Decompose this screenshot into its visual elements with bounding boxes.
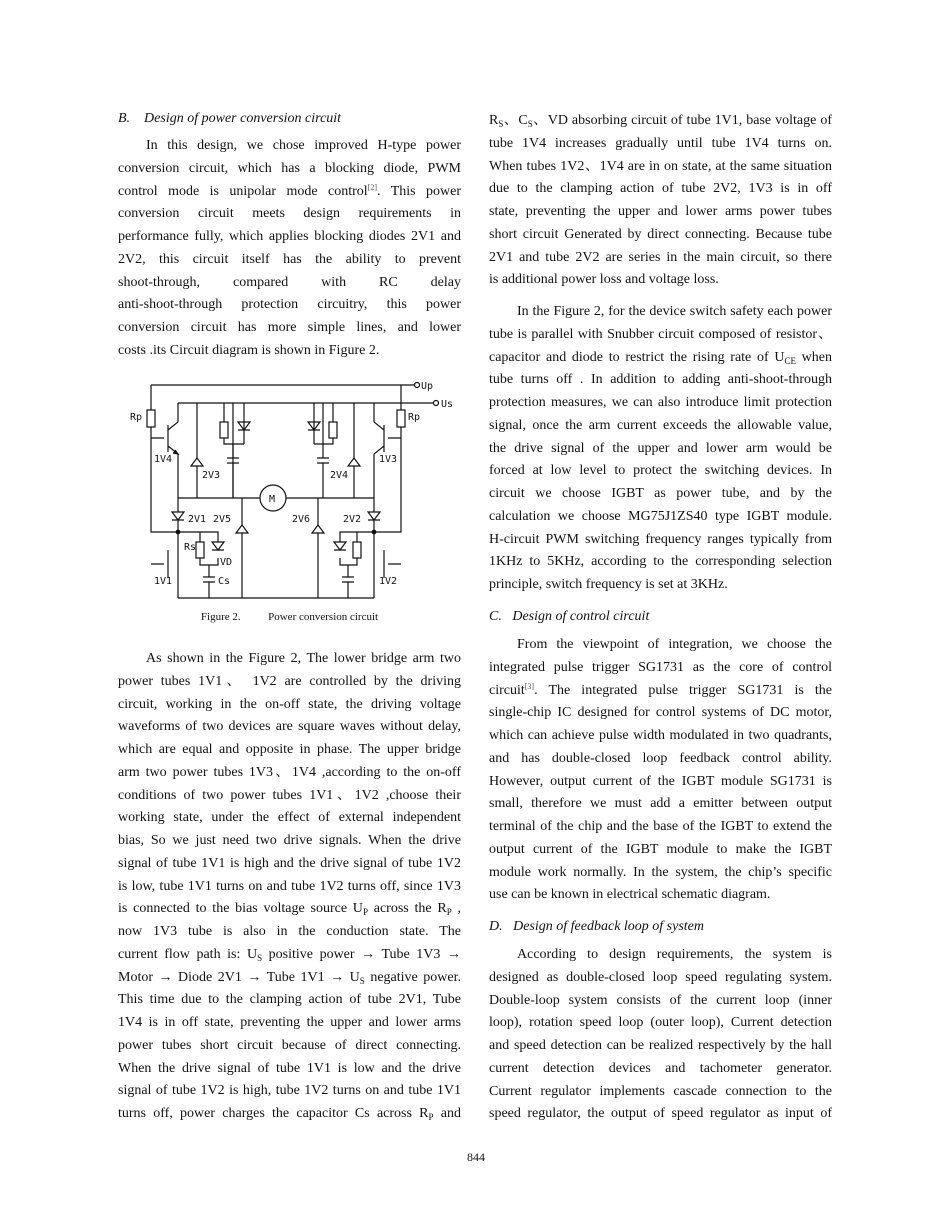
text-line: which can achieve pulse width modulated in two quadrants,: [489, 728, 832, 743]
circuit-diagram-figure: [118, 370, 468, 610]
text-line: and has double-closed loop feedback control ability.: [489, 750, 832, 766]
subscript: P: [362, 907, 368, 918]
text-line: short circuit Generated by direct connecting. Because tube: [489, 226, 832, 242]
text-line: [118, 967, 461, 990]
text-line: designed as double-closed loop speed regulating system.: [489, 969, 832, 985]
text-line: is additional power loss and voltage loss.: [489, 272, 719, 288]
section-heading-b: B. Design of power conversion circuit: [118, 111, 342, 126]
text-line: 1V4 is in off state, preventing the upper and lower arms: [118, 1015, 461, 1030]
text-line: However, output current of the IGBT module SG1731 is: [489, 773, 832, 789]
text-segment: is connected to the bias voltage source U: [118, 901, 363, 917]
text-line: [489, 347, 832, 370]
text-line: protection measures, we can also introduce limit protection: [489, 395, 832, 410]
paragraph: [489, 634, 832, 907]
section-heading-c: C. Design of control circuit: [489, 609, 650, 624]
text-line: signal, once the arm current exceeds the allowable value,: [489, 417, 832, 433]
text-line: waveforms of two devices are square waves without delay,: [118, 719, 461, 735]
text-line: [118, 898, 461, 921]
text-segment: control mode is unipolar mode control: [118, 183, 368, 199]
text-line: integrated pulse trigger SG1731 as the core of control: [489, 659, 832, 675]
text-line: This time due to the clamping action of tube 2V1, Tube: [118, 992, 461, 1008]
subscript: P: [446, 907, 452, 918]
text-line: [118, 1103, 461, 1126]
text-line: According to design requirements, the system is: [517, 947, 832, 962]
label-rs: Rs: [184, 542, 197, 553]
label-rp-left: Rp: [130, 412, 143, 423]
label-2v6: 2V6: [292, 514, 311, 525]
label-1v2: 1V2: [379, 576, 398, 587]
text-segment: capacitor and diode to restrict the rising rate of U: [489, 349, 785, 365]
text-line: signal of tube 1V2 is high, tube 1V2 turns on and tube 1V1: [118, 1083, 461, 1099]
label-2v4: 2V4: [330, 470, 349, 481]
text-line: signal of tube 1V1 is high and the drive signal of tube 1V2: [118, 855, 461, 871]
page-number: 844: [467, 1150, 485, 1164]
text-line: module work normally. In the system, the chip’s specific: [489, 864, 832, 880]
power-conversion-circuit-diagram: [118, 370, 468, 605]
text-line: [118, 181, 461, 204]
text-line: power tubes short circuit because of direct connecting.: [118, 1037, 461, 1053]
text-line: terminal of the chip and the base of the IGBT to extend the: [489, 819, 832, 834]
text-line: performance fully, which applies blocking diodes 2V1 and: [118, 229, 461, 244]
text-line: 2V2, this circuit itself has the ability to prevent: [118, 251, 461, 267]
text-segment: circuit: [489, 682, 525, 698]
label-1v4: 1V4: [154, 454, 173, 465]
text-line: As shown in the Figure 2, The lower bridge arm two: [146, 651, 461, 666]
text-line: forced at low level to protect the switching devices. In: [489, 463, 832, 479]
text-segment: 、C: [503, 113, 528, 128]
label-2v1: 2V1: [188, 514, 207, 525]
text-segment: ,: [451, 901, 462, 917]
paragraph: [489, 110, 832, 292]
text-line: which are equal and opposite in phase. The upper bridge: [118, 742, 461, 757]
text-line: and speed detection can be realized respectively by the hall: [489, 1038, 832, 1053]
text-line: circuit, working in the on-off state, the driving voltage: [118, 696, 461, 712]
label-1v3: 1V3: [379, 454, 398, 465]
label-up: Up: [421, 381, 434, 392]
text-line: bias, So we just need two drive signals. When the drive: [118, 833, 461, 848]
text-segment: R: [489, 113, 499, 128]
subscript: S: [527, 119, 533, 129]
text-line: working state, under the effect of external independent: [118, 810, 461, 826]
text-line: use can be known in electrical schematic diagram.: [489, 887, 771, 903]
text-line: due to the clamping action of tube 2V2, 1V3 is in off: [489, 181, 832, 197]
text-line: now 1V3 tube is also in the conduction state. The: [118, 924, 461, 939]
text-line: [489, 110, 832, 133]
text-line: speed regulator, the output of speed regulator as input of: [489, 1106, 832, 1122]
text-line: output current of the IGBT module to make the IGBT: [489, 841, 832, 857]
paragraph: [118, 135, 461, 363]
text-segment: positive power → Tube 1V3 →: [262, 946, 461, 962]
label-2v2: 2V2: [343, 514, 362, 525]
text-line: loop), rotation speed loop (outer loop), Current detection: [489, 1015, 832, 1031]
label-2v5: 2V5: [213, 514, 232, 525]
label-rp-right: Rp: [408, 412, 421, 423]
text-line: conversion circuit, which has a blocking diode, PWM: [118, 160, 461, 176]
paragraph: [118, 648, 461, 1126]
text-line: From the viewpoint of integration, we choose the: [517, 637, 832, 652]
text-line: tube is parallel with Snubber circuit composed of resistor、: [489, 326, 832, 342]
section-heading-d: D. Design of feedback loop of system: [489, 919, 705, 934]
text-segment: . This power: [377, 183, 462, 199]
text-segment: across the R: [367, 901, 447, 917]
text-segment: 、VD absorbing circuit of tube 1V1, base voltage of: [532, 113, 832, 128]
motor-label: M: [269, 494, 276, 505]
text-line: Current regulator implements cascade connection to the: [489, 1083, 832, 1099]
text-line: 1KHz to 5KHz, according to the corresponding selection: [489, 554, 832, 570]
text-line: small, therefore we must add a emitter between output: [489, 796, 832, 812]
subscript: S: [498, 119, 504, 129]
label-cs: Cs: [218, 576, 231, 587]
text-segment: negative power.: [364, 969, 461, 985]
text-line: conversion circuit meets design requirements in: [118, 206, 461, 222]
text-line: conditions of two power tubes 1V1、1V2 ,choose their: [118, 787, 461, 803]
subscript: S: [257, 952, 263, 963]
text-segment: when: [795, 349, 832, 365]
text-line: circuit we choose IGBT as power tube, and by the: [489, 486, 832, 501]
text-segment: . The integrated pulse trigger SG1731 is the: [534, 682, 832, 698]
figure-caption: Figure 2. Power conversion circuit: [200, 611, 379, 623]
text-line: In this design, we chose improved H-type power: [146, 138, 461, 153]
text-line: single-chip IC designed for control systems of DC motor,: [489, 705, 832, 721]
text-line: current detection devices and tachometer generator.: [489, 1060, 832, 1076]
text-segment: turns off, power charges the capacitor Cs across R: [118, 1106, 429, 1121]
subscript: P: [428, 1112, 434, 1122]
text-line: is low, tube 1V1 turns on and tube 1V2 turns off, since 1V3: [118, 878, 461, 894]
text-line: In the Figure 2, for the device switch safety each power: [517, 304, 832, 319]
text-line: Double-loop system consists of the current loop (inner: [489, 992, 832, 1008]
text-line: conversion circuit has more simple lines, and lower: [118, 320, 461, 335]
text-line: H-circuit PWM switching frequency ranges typically from: [489, 531, 832, 547]
text-line: power tubes 1V1、 1V2 are controlled by the driving: [118, 673, 461, 689]
text-line: tube 1V4 increases gradually until tube 1V4 turns on.: [489, 135, 832, 151]
label-vd: VD: [220, 557, 233, 568]
text-line: 2V1 and tube 2V2 are series in the main circuit, so there: [489, 249, 832, 265]
text-line: [118, 944, 461, 967]
citation: [3]: [524, 681, 535, 691]
text-line: tube turns off . In addition to adding anti-shoot-through: [489, 372, 832, 388]
text-line: the drive signal of the upper and lower arm would be: [489, 440, 832, 456]
text-line: arm two power tubes 1V3、1V4 ,according to the on-off: [118, 764, 461, 780]
text-line: When the drive signal of tube 1V1 is low and the drive: [118, 1060, 461, 1076]
text-line: shoot-through, compared with RC delay: [118, 274, 461, 290]
text-segment: current flow path is: U: [118, 946, 258, 962]
text-segment: and: [433, 1106, 461, 1121]
text-line: costs .its Circuit diagram is shown in Figure 2.: [118, 342, 380, 358]
text-line: state, preventing the upper and lower arms power tubes: [489, 204, 832, 219]
text-line: calculation we choose MG75J1ZS40 type IGBT module.: [489, 508, 832, 524]
subscript: CE: [784, 355, 796, 366]
label-us: Us: [441, 399, 454, 410]
subscript: S: [359, 975, 365, 986]
text-line: [489, 680, 832, 703]
text-line: anti-shoot-through protection circuitry, this power: [118, 297, 461, 313]
label-2v3: 2V3: [202, 470, 221, 481]
paragraph: [489, 944, 832, 1126]
label-1v1: 1V1: [154, 576, 173, 587]
text-line: When tubes 1V2、1V4 are in on state, at the same situation: [489, 158, 832, 174]
text-line: principle, switch frequency is set at 3KHz.: [489, 577, 728, 592]
paragraph: [489, 301, 832, 597]
citation: [2]: [367, 182, 378, 192]
text-segment: Motor → Diode 2V1 → Tube 1V1 → U: [118, 969, 360, 985]
